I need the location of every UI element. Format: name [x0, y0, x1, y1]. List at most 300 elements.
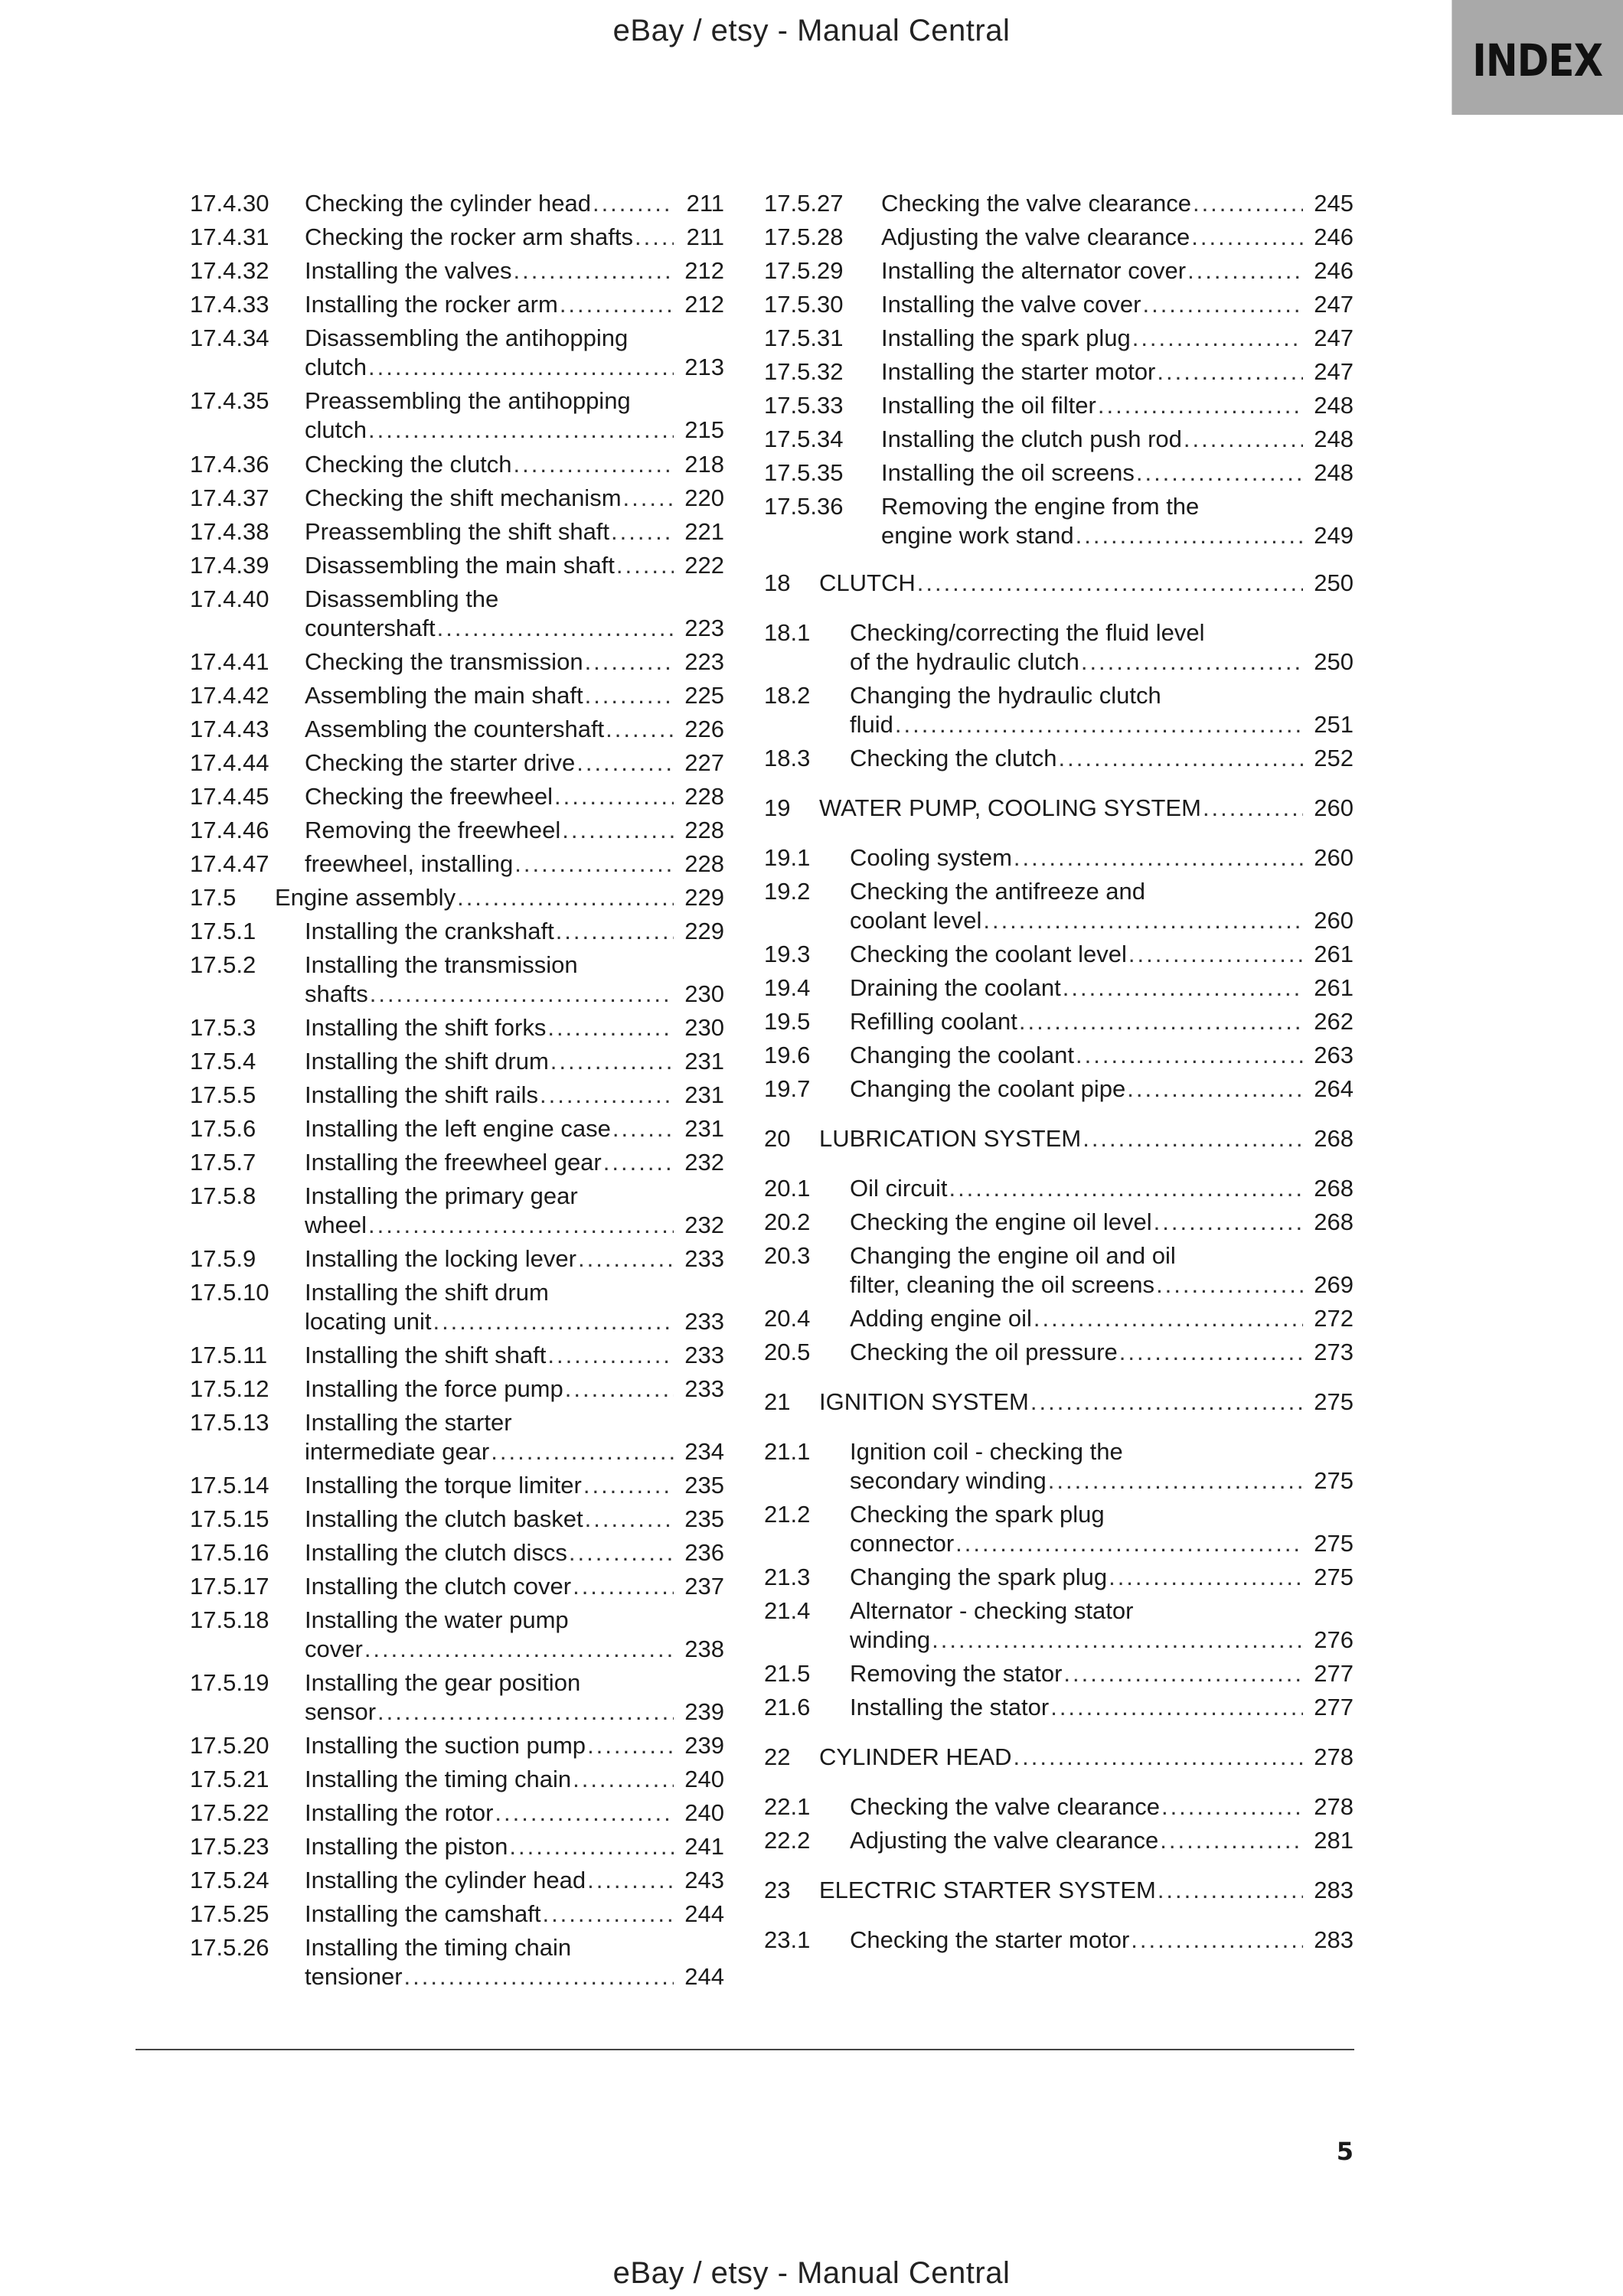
toc-entry-number: 23 — [764, 1877, 791, 1903]
toc-entry-page: 281 — [1314, 1827, 1354, 1854]
dot-leader — [623, 484, 674, 513]
dot-leader — [1119, 1338, 1303, 1367]
toc-entry-title: CLUTCH — [819, 569, 916, 596]
toc-entry-title: Checking the clutch — [850, 745, 1057, 771]
toc-entry-number: 19.2 — [764, 878, 811, 905]
toc-entry-number: 17.4.33 — [190, 291, 269, 318]
dot-leader — [565, 1375, 674, 1404]
dot-leader — [573, 1765, 674, 1794]
toc-entry-number: 20.5 — [764, 1339, 811, 1365]
dot-leader — [556, 917, 674, 946]
toc-entry-number: 17.5.23 — [190, 1833, 269, 1860]
dot-leader — [1083, 1124, 1303, 1153]
toc-entry-title: Installing the primary gear — [305, 1182, 578, 1209]
toc-entry-number: 22 — [764, 1743, 791, 1770]
toc-entry-title: Checking the transmission — [305, 648, 583, 675]
toc-entry-number: 17.4.38 — [190, 518, 269, 545]
toc-entry-number: 17.5.28 — [764, 223, 844, 250]
toc-entry-number: 17.5.17 — [190, 1573, 269, 1600]
toc-entry-title: Assembling the countershaft — [305, 716, 605, 742]
toc-entry-title: Installing the clutch discs — [305, 1539, 567, 1566]
toc-entry-number: 17.5.9 — [190, 1245, 256, 1272]
toc-entry-number: 19.1 — [764, 844, 811, 871]
dot-leader — [514, 256, 674, 285]
toc-entry-page: 228 — [684, 783, 724, 810]
dot-leader — [364, 1635, 674, 1664]
dot-leader — [1109, 1563, 1303, 1592]
dot-leader — [542, 1900, 674, 1929]
toc-entry-number: 17.5.5 — [190, 1081, 256, 1108]
dot-leader — [554, 782, 674, 811]
dot-leader — [1063, 1659, 1303, 1688]
toc-entry-number: 20.4 — [764, 1305, 811, 1332]
toc-entry-number: 17.5.16 — [190, 1539, 269, 1566]
toc-entry-title: Changing the coolant — [850, 1042, 1075, 1068]
toc-entry-title: Changing the engine oil and oil — [850, 1242, 1176, 1269]
toc-entry-title: Checking the shift mechanism — [305, 484, 622, 511]
toc-entry-number: 18.3 — [764, 745, 811, 771]
toc-entry-page: 226 — [684, 716, 724, 742]
toc-entry-number: 20.1 — [764, 1175, 811, 1202]
dot-leader — [612, 1114, 674, 1143]
toc-entry-number: 17.5.32 — [764, 358, 844, 385]
toc-entry-page: 275 — [1314, 1530, 1354, 1557]
toc-entry-number: 17.5.8 — [190, 1182, 256, 1209]
toc-entry-page: 222 — [684, 552, 724, 579]
toc-entry-title: Installing the spark plug — [881, 325, 1131, 351]
toc-entry-number: 21.3 — [764, 1564, 811, 1590]
dot-leader — [585, 681, 674, 710]
toc-entry-title: Alternator - checking stator — [850, 1597, 1134, 1624]
dot-leader — [1076, 521, 1303, 550]
toc-entry-number: 17.5.2 — [190, 951, 256, 978]
toc-entry-title: Installing the gear position — [305, 1669, 581, 1696]
toc-entry-title: Changing the spark plug — [850, 1564, 1108, 1590]
toc-entry-title: intermediate gear — [305, 1438, 490, 1465]
dot-leader — [895, 710, 1303, 739]
toc-entry-title: IGNITION SYSTEM — [819, 1388, 1029, 1415]
toc-entry-number: 17.4.37 — [190, 484, 269, 511]
toc-entry-title: Installing the shift drum — [305, 1279, 549, 1306]
dot-leader — [540, 1081, 674, 1110]
dot-leader — [404, 1962, 674, 1991]
dot-leader — [587, 1731, 674, 1760]
dot-leader — [437, 614, 674, 643]
toc-entry-page: 277 — [1314, 1694, 1354, 1720]
toc-entry-title: Installing the valve cover — [881, 291, 1141, 318]
toc-entry-number: 18.1 — [764, 619, 811, 646]
toc-entry-page: 246 — [1314, 257, 1354, 284]
toc-entry-title: Checking the starter motor — [850, 1926, 1130, 1953]
dot-leader — [1063, 974, 1303, 1003]
dot-leader — [1154, 1208, 1303, 1237]
dot-leader — [368, 1211, 674, 1240]
toc-entry-page: 236 — [684, 1539, 724, 1566]
toc-entry-number: 17.4.39 — [190, 552, 269, 579]
toc-entry-page: 244 — [684, 1963, 724, 1990]
toc-entry-page: 233 — [684, 1245, 724, 1272]
toc-entry-page: 263 — [1314, 1042, 1354, 1068]
toc-entry-title: Removing the freewheel — [305, 817, 561, 843]
dot-leader — [583, 1471, 674, 1500]
toc-entry-page: 248 — [1314, 426, 1354, 452]
toc-entry-number: 20.2 — [764, 1208, 811, 1235]
toc-entry-page: 275 — [1314, 1564, 1354, 1590]
toc-entry-page: 243 — [684, 1867, 724, 1893]
toc-entry-number: 17.5.6 — [190, 1115, 256, 1142]
toc-entry-page: 233 — [684, 1308, 724, 1335]
toc-entry-title: Assembling the main shaft — [305, 682, 583, 709]
dot-leader — [585, 1505, 674, 1534]
toc-entry-page: 260 — [1314, 794, 1354, 821]
toc-entry-number: 17.5.31 — [764, 325, 844, 351]
toc-entry-page: 230 — [684, 1014, 724, 1041]
toc-entry-title: coolant level — [850, 907, 982, 934]
toc-entry-page: 248 — [1314, 459, 1354, 486]
toc-entry-title: Installing the shift rails — [305, 1081, 538, 1108]
toc-entry-page: 278 — [1314, 1793, 1354, 1820]
toc-entry-page: 275 — [1314, 1467, 1354, 1494]
toc-entry-page: 277 — [1314, 1660, 1354, 1687]
toc-entry-number: 21.2 — [764, 1501, 811, 1528]
dot-leader — [1160, 1826, 1303, 1855]
dot-leader — [1184, 425, 1303, 454]
toc-entry-number: 17.4.41 — [190, 648, 269, 675]
dot-leader — [1161, 1792, 1303, 1821]
toc-entry-number: 17.5.11 — [190, 1342, 268, 1368]
toc-entry-page: 276 — [1314, 1626, 1354, 1653]
toc-entry-title: shafts — [305, 980, 368, 1007]
page-number: 5 — [1336, 2137, 1354, 2166]
toc-entry-title: Installing the clutch basket — [305, 1505, 583, 1532]
toc-entry-number: 17.5.27 — [764, 190, 844, 217]
dot-leader — [1191, 223, 1303, 252]
toc-entry-page: 251 — [1314, 711, 1354, 738]
toc-entry-title: winding — [850, 1626, 931, 1653]
toc-entry-title: freewheel, installing — [305, 850, 514, 877]
toc-entry-title: Preassembling the shift shaft — [305, 518, 610, 545]
toc-entry-title: ELECTRIC STARTER SYSTEM — [819, 1877, 1156, 1903]
dot-leader — [1128, 940, 1303, 969]
toc-entry-page: 233 — [684, 1375, 724, 1402]
toc-entry-page: 223 — [684, 615, 724, 641]
dot-leader — [1157, 357, 1303, 386]
toc-entry-title: Disassembling the — [305, 585, 499, 612]
toc-entry-title: filter, cleaning the oil screens — [850, 1271, 1155, 1298]
toc-entry-page: 247 — [1314, 358, 1354, 385]
toc-entry-number: 21.4 — [764, 1597, 811, 1624]
toc-entry-title: Checking the freewheel — [305, 783, 553, 810]
toc-entry-page: 260 — [1314, 844, 1354, 871]
toc-entry-number: 17.5.3 — [190, 1014, 256, 1041]
toc-entry-number: 23.1 — [764, 1926, 811, 1953]
toc-entry-title: wheel — [305, 1212, 367, 1238]
toc-entry-title: Installing the locking lever — [305, 1245, 576, 1272]
toc-entry-title: Installing the freewheel gear — [305, 1149, 602, 1176]
toc-entry-page: 250 — [1314, 648, 1354, 675]
dot-leader — [603, 1148, 674, 1177]
dot-leader — [368, 353, 674, 382]
dot-leader — [1156, 1270, 1303, 1300]
toc-entry-title: Installing the timing chain — [305, 1934, 572, 1961]
toc-entry-title: Installing the clutch push rod — [881, 426, 1182, 452]
toc-entry-page: 261 — [1314, 941, 1354, 967]
toc-entry-title: Installing the suction pump — [305, 1732, 586, 1759]
dot-leader — [1081, 647, 1303, 677]
dot-leader — [562, 816, 674, 845]
toc-entry-number: 17.4.31 — [190, 223, 269, 250]
dot-leader — [1203, 794, 1303, 823]
toc-entry-number: 17.5.29 — [764, 257, 844, 284]
toc-entry-number: 17.5.18 — [190, 1606, 269, 1633]
toc-entry-number: 22.1 — [764, 1793, 811, 1820]
toc-entry-title: tensioner — [305, 1963, 403, 1990]
toc-entry-number: 17.5.20 — [190, 1732, 269, 1759]
toc-entry-title: Checking the oil pressure — [850, 1339, 1118, 1365]
toc-entry-title: Removing the engine from the — [881, 493, 1200, 520]
dot-leader — [949, 1174, 1303, 1203]
toc-entry-number: 17.5.30 — [764, 291, 844, 318]
toc-entry-title: CYLINDER HEAD — [819, 1743, 1012, 1770]
toc-entry-page: 228 — [684, 817, 724, 843]
dot-leader — [1019, 1007, 1303, 1036]
toc-entry-number: 22.2 — [764, 1827, 811, 1854]
dot-leader — [560, 290, 674, 319]
dot-leader — [433, 1307, 674, 1336]
toc-entry-number: 21.1 — [764, 1438, 811, 1465]
toc-entry-page: 231 — [684, 1115, 724, 1142]
toc-entry-title: Installing the oil screens — [881, 459, 1135, 486]
toc-entry-page: 252 — [1314, 745, 1354, 771]
toc-entry-page: 213 — [684, 354, 724, 380]
toc-entry-title: Installing the left engine case — [305, 1115, 611, 1142]
toc-entry-page: 262 — [1314, 1008, 1354, 1035]
toc-entry-title: sensor — [305, 1698, 377, 1725]
dot-leader — [1014, 1743, 1304, 1772]
toc-entry-title: Installing the force pump — [305, 1375, 563, 1402]
toc-entry-page: 211 — [686, 190, 724, 217]
toc-entry-number: 17.5.36 — [764, 493, 844, 520]
toc-entry-number: 19.7 — [764, 1075, 811, 1102]
toc-entry-number: 19 — [764, 794, 791, 821]
dot-leader — [593, 189, 674, 218]
toc-entry-title: engine work stand — [881, 522, 1074, 549]
toc-entry-title: Installing the piston — [305, 1833, 508, 1860]
toc-entry-title: cover — [305, 1636, 363, 1662]
toc-entry-title: Checking the starter drive — [305, 749, 576, 776]
toc-entry-number: 19.4 — [764, 974, 811, 1001]
dot-leader — [370, 980, 674, 1009]
dot-leader — [569, 1538, 674, 1567]
toc-entry-number: 17.4.47 — [190, 850, 269, 877]
toc-entry-number: 18.2 — [764, 682, 811, 709]
toc-entry-title: Installing the water pump — [305, 1606, 569, 1633]
toc-entry-title: Adjusting the valve clearance — [850, 1827, 1159, 1854]
toc-entry-title: Refilling coolant — [850, 1008, 1017, 1035]
toc-entry-page: 229 — [684, 884, 724, 911]
toc-entry-title: Installing the transmission — [305, 951, 578, 978]
toc-entry-title: Installing the oil filter — [881, 392, 1096, 419]
dot-leader — [1193, 189, 1303, 218]
toc-entry-number: 17.5.14 — [190, 1472, 269, 1499]
footer-divider — [136, 2049, 1354, 2050]
toc-entry-page: 246 — [1314, 223, 1354, 250]
dot-leader — [1098, 391, 1303, 420]
toc-entry-title: secondary winding — [850, 1467, 1047, 1494]
dot-leader — [983, 906, 1303, 935]
dot-leader — [368, 416, 674, 445]
dot-leader — [1131, 1926, 1303, 1955]
toc-entry-page: 240 — [684, 1799, 724, 1826]
toc-entry-page: 227 — [684, 749, 724, 776]
toc-entry-number: 17.5.7 — [190, 1149, 256, 1176]
toc-entry-number: 21.5 — [764, 1660, 811, 1687]
toc-entry-number: 20 — [764, 1125, 791, 1152]
toc-entry-title: Disassembling the antihopping — [305, 325, 629, 351]
toc-entry-title: Checking the coolant level — [850, 941, 1127, 967]
toc-entry-number: 17.4.30 — [190, 190, 269, 217]
toc-entry-title: LUBRICATION SYSTEM — [819, 1125, 1082, 1152]
toc-entry-title: Checking/correcting the fluid level — [850, 619, 1205, 646]
toc-entry-title: clutch — [305, 416, 367, 443]
toc-entry-page: 239 — [684, 1698, 724, 1725]
dot-leader — [1136, 458, 1303, 488]
toc-entry-page: 248 — [1314, 392, 1354, 419]
toc-entry-page: 244 — [684, 1900, 724, 1927]
dot-leader — [1034, 1304, 1303, 1333]
toc-entry-page: 218 — [684, 451, 724, 478]
toc-entry-title: locating unit — [305, 1308, 432, 1335]
toc-entry-title: Draining the coolant — [850, 974, 1061, 1001]
toc-entry-number: 17.5.10 — [190, 1279, 269, 1306]
toc-entry-page: 283 — [1314, 1877, 1354, 1903]
dot-leader — [1187, 256, 1303, 285]
toc-entry-number: 17.4.32 — [190, 257, 269, 284]
toc-entry-number: 17.5.21 — [190, 1766, 269, 1792]
toc-entry-title: Installing the crankshaft — [305, 918, 554, 944]
toc-entry-title: Oil circuit — [850, 1175, 948, 1202]
dot-leader — [917, 569, 1303, 598]
toc-entry-number: 17.4.36 — [190, 451, 269, 478]
toc-entry-page: 272 — [1314, 1305, 1354, 1332]
toc-entry-number: 17.5.35 — [764, 459, 844, 486]
dot-leader — [1048, 1466, 1303, 1495]
toc-entry-title: Checking the spark plug — [850, 1501, 1105, 1528]
toc-entry-number: 17.5.25 — [190, 1900, 269, 1927]
header-watermark: eBay / etsy - Manual Central — [612, 14, 1011, 47]
toc-entry-number: 17.5.12 — [190, 1375, 269, 1402]
dot-leader — [1158, 1876, 1303, 1905]
toc-entry-number: 19.3 — [764, 941, 811, 967]
toc-entry-number: 19.5 — [764, 1008, 811, 1035]
toc-entry-title: Checking the antifreeze and — [850, 878, 1146, 905]
footer-watermark: eBay / etsy - Manual Central — [612, 2256, 1011, 2290]
toc-entry-number: 17.4.46 — [190, 817, 269, 843]
toc-entry-number: 21 — [764, 1388, 791, 1415]
toc-entry-page: 212 — [684, 291, 724, 318]
dot-leader — [932, 1626, 1303, 1655]
toc-entry-number: 17.5.1 — [190, 918, 256, 944]
dot-leader — [585, 647, 674, 677]
toc-entry-page: 241 — [684, 1833, 724, 1860]
toc-entry-title: Checking the rocker arm shafts — [305, 223, 634, 250]
dot-leader — [514, 450, 674, 479]
toc-entry-page: 264 — [1314, 1075, 1354, 1102]
toc-entry-page: 212 — [684, 257, 724, 284]
toc-entry-page: 231 — [684, 1081, 724, 1108]
dot-leader — [509, 1832, 674, 1861]
dot-leader — [550, 1047, 674, 1076]
toc-entry-title: Installing the clutch cover — [305, 1573, 572, 1600]
toc-entry-title: WATER PUMP, COOLING SYSTEM — [819, 794, 1201, 821]
toc-entry-page: 238 — [684, 1636, 724, 1662]
dot-leader — [495, 1799, 674, 1828]
toc-entry-title: Installing the torque limiter — [305, 1472, 582, 1499]
toc-entry-page: 231 — [684, 1048, 724, 1075]
toc-entry-number: 17.4.42 — [190, 682, 269, 709]
dot-leader — [1127, 1075, 1303, 1104]
toc-entry-title: Installing the starter — [305, 1409, 512, 1436]
toc-entry-number: 17.4.43 — [190, 716, 269, 742]
toc-entry-number: 17.5.34 — [764, 426, 844, 452]
toc-entry-title: Installing the shift shaft — [305, 1342, 547, 1368]
toc-entry-title: Cooling system — [850, 844, 1012, 871]
toc-entry-page: 273 — [1314, 1339, 1354, 1365]
toc-entry-number: 20.3 — [764, 1242, 811, 1269]
toc-entry-page: 223 — [684, 648, 724, 675]
toc-entry-title: Checking the valve clearance — [881, 190, 1191, 217]
toc-entry-number: 17.4.34 — [190, 325, 269, 351]
dot-leader — [578, 1244, 674, 1274]
toc-entry-title: Installing the cylinder head — [305, 1867, 586, 1893]
toc-entry-page: 283 — [1314, 1926, 1354, 1953]
toc-entry-number: 17.4.35 — [190, 387, 269, 414]
toc-entry-title: Engine assembly — [275, 884, 456, 911]
toc-entry-title: Adding engine oil — [850, 1305, 1032, 1332]
toc-entry-page: 247 — [1314, 325, 1354, 351]
toc-entry-page: 211 — [686, 223, 724, 250]
dot-leader — [1050, 1693, 1303, 1722]
toc-entry-number: 18 — [764, 569, 791, 596]
toc-entry-page: 228 — [684, 850, 724, 877]
toc-entry-page: 260 — [1314, 907, 1354, 934]
toc-entry-page: 268 — [1314, 1175, 1354, 1202]
toc-entry-title: Installing the alternator cover — [881, 257, 1187, 284]
toc-entry-page: 249 — [1314, 522, 1354, 549]
toc-entry-number: 21.6 — [764, 1694, 811, 1720]
toc-entry-title: Changing the hydraulic clutch — [850, 682, 1161, 709]
toc-entry-title: of the hydraulic clutch — [850, 648, 1079, 675]
toc-entry-number: 17.4.44 — [190, 749, 269, 776]
toc-entry-page: 240 — [684, 1766, 724, 1792]
dot-leader — [514, 850, 674, 879]
index-tab: INDEX — [1452, 0, 1623, 115]
dot-leader — [955, 1529, 1303, 1558]
toc-entry-number: 17.5.26 — [190, 1934, 269, 1961]
toc-entry-page: 232 — [684, 1149, 724, 1176]
toc-entry-title: Installing the rocker arm — [305, 291, 558, 318]
toc-entry-page: 220 — [684, 484, 724, 511]
toc-entry-page: 232 — [684, 1212, 724, 1238]
dot-leader — [611, 517, 674, 546]
dot-leader — [1030, 1388, 1303, 1417]
toc-entry-number: 17.5.22 — [190, 1799, 269, 1826]
toc-entry-page: 268 — [1314, 1125, 1354, 1152]
toc-entry-page: 229 — [684, 918, 724, 944]
toc-entry-page: 247 — [1314, 291, 1354, 318]
toc-entry-title: Installing the shift forks — [305, 1014, 547, 1041]
toc-entry-title: Installing the valves — [305, 257, 512, 284]
